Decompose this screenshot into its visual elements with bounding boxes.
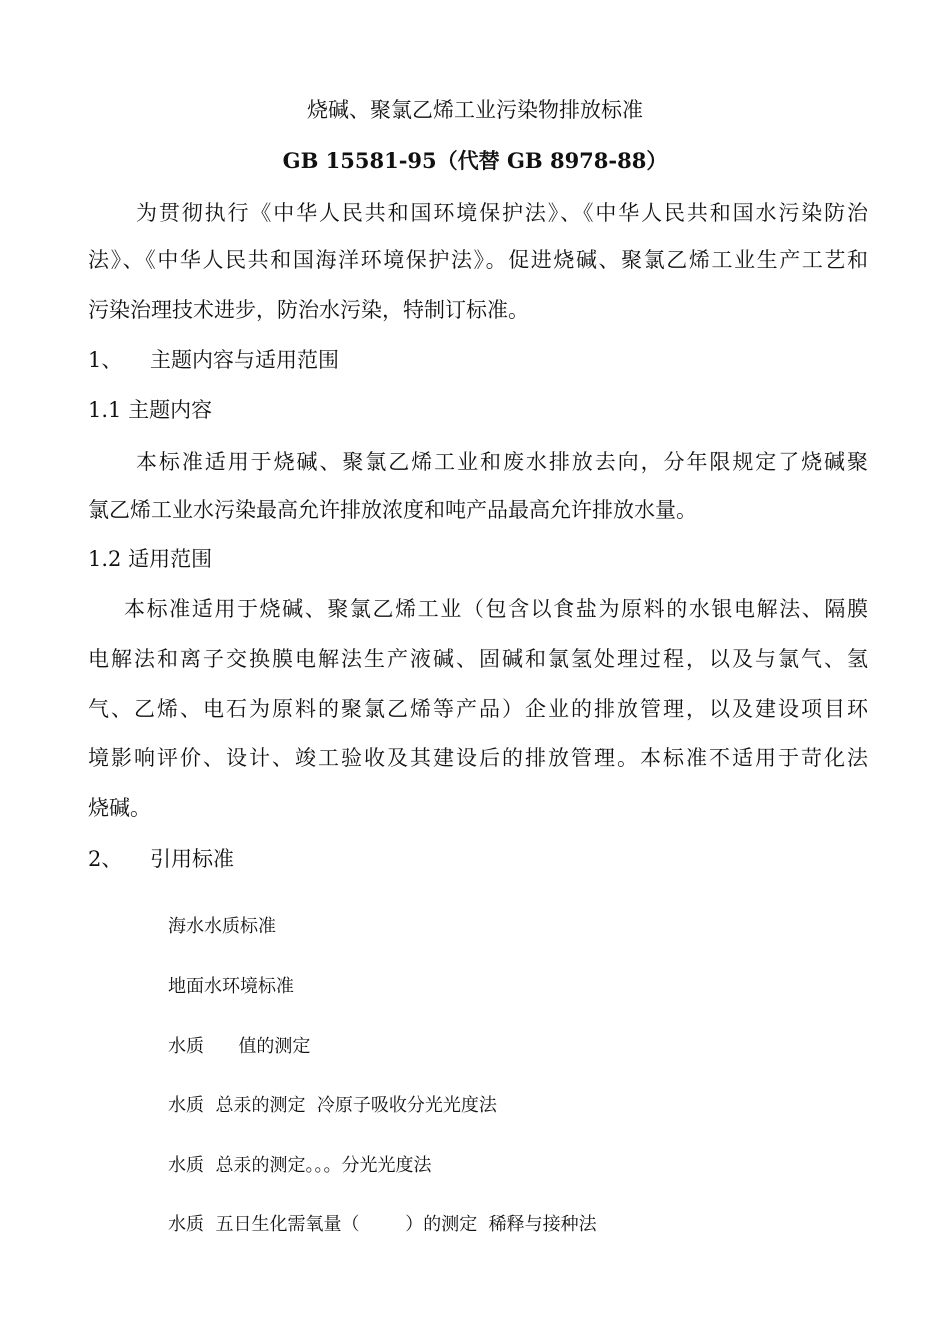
intro-line-2: 法》、《中华人民共和国海洋环境保护法》。促进烧碱、聚氯乙烯工业生产工艺和 [88,248,868,272]
reference-item: 地面水环境标准 [168,976,294,997]
document-title: 烧碱、聚氯乙烯工业污染物排放标准 [307,98,643,122]
intro-line-1: 为贯彻执行《中华人民共和国环境保护法》、《中华人民共和国水污染防治 [136,201,868,225]
intro-line-3: 污染治理技术进步，防治水污染，特制订标准。 [88,298,529,322]
section-1-number: 1、 [88,348,123,372]
reference-item: 海水水质标准 [168,916,276,937]
section-2-heading [88,845,868,873]
section-1-2-line-2: 电解法和离子交换膜电解法生产液碱、固碱和氯氢处理过程，以及与氯气、氢 [88,647,868,671]
section-2-number: 2、 [88,847,123,871]
reference-item: 水质 总汞的测定 冷原子吸收分光光度法 [168,1095,497,1116]
section-1-2-line-4: 境影响评价、设计、竣工验收及其建设后的排放管理。本标准不适用于苛化法 [88,746,868,770]
reference-item: 水质 总汞的测定。。。分光光度法 [168,1155,432,1176]
section-1-1-line-1: 本标准适用于烧碱、聚氯乙烯工业和废水排放去向，分年限规定了烧碱聚 [136,450,868,474]
section-1-1-line-2: 氯乙烯工业水污染最高允许排放浓度和吨产品最高允许排放水量。 [88,498,697,522]
reference-item: 水质 五日生化需氧量（ ）的测定 稀释与接种法 [168,1214,597,1235]
section-1-2-heading: 1.2 适用范围 [88,547,213,571]
section-1-heading [88,346,868,374]
reference-item: 水质 值的测定 [168,1036,311,1057]
section-1-2-line-3: 气、乙烯、电石为原料的聚氯乙烯等产品）企业的排放管理，以及建设项目环 [88,697,868,721]
document-subtitle: GB 15581-95（代替 GB 8978-88） [282,148,668,173]
section-1-2-line-1: 本标准适用于烧碱、聚氯乙烯工业（包含以食盐为原料的水银电解法、隔膜 [124,597,868,621]
section-1-1-heading: 1.1 主题内容 [88,398,213,422]
section-2-title: 引用标准 [150,847,234,871]
section-1-title: 主题内容与适用范围 [150,348,339,372]
section-1-2-line-5: 烧碱。 [88,796,151,820]
